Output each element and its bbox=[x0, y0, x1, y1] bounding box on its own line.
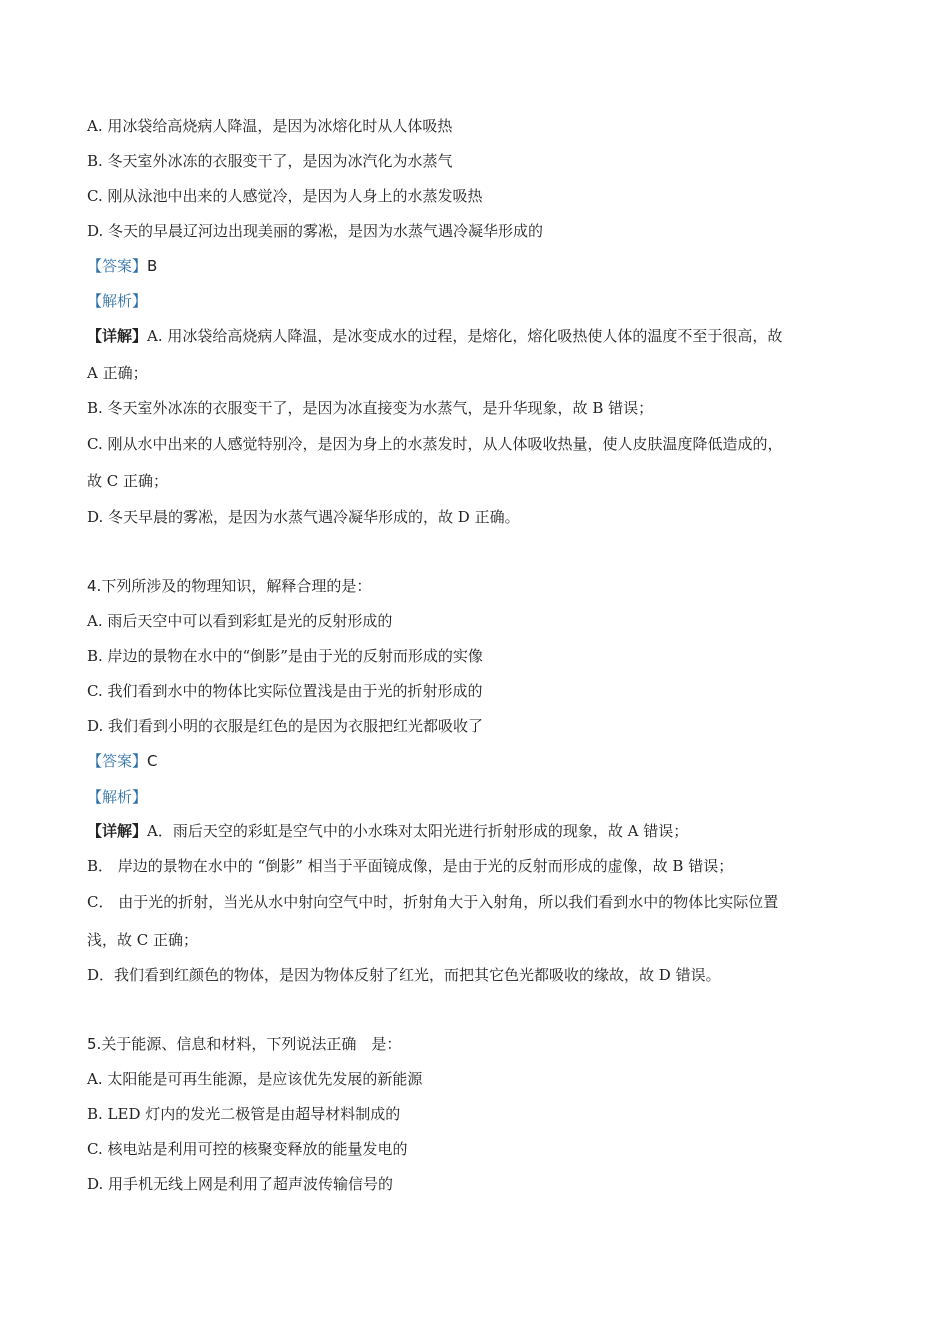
q4-detail-line-1 bbox=[87, 821, 870, 841]
answer-value: C bbox=[147, 752, 158, 770]
q4-option-d: D. 我们看到小明的衣服是红色的是因为衣服把红光都吸收了 bbox=[87, 717, 484, 735]
q4-answer-line bbox=[87, 751, 870, 771]
q3-analysis-heading bbox=[87, 291, 870, 311]
detail-text: A．雨后天空的彩虹是空气中的小水珠对太阳光进行折射形成的现象，故 A 错误； bbox=[147, 822, 689, 840]
q3-detail-line-4: C. 刚从水中出来的人感觉特别冷，是因为身上的水蒸发时，从人体吸收热量，使人皮肤温度降低造成的， bbox=[87, 435, 783, 453]
q3-detail-line-2: A 正确； bbox=[87, 364, 148, 382]
q4-option-b: B. 岸边的景物在水中的“倒影”是由于光的反射而形成的实像 bbox=[87, 647, 483, 665]
q5-option-b: B. LED 灯内的发光二极管是由超导材料制成的 bbox=[87, 1105, 401, 1123]
q3-detail-line-6: D. 冬天早晨的雾凇，是因为水蒸气遇冷凝华形成的，故 D 正确。 bbox=[87, 508, 520, 526]
q3-detail-line-1 bbox=[87, 326, 870, 346]
analysis-tag: 【解析】 bbox=[87, 788, 148, 806]
q3-option-d: D. 冬天的早晨辽河边出现美丽的雾凇，是因为水蒸气遇冷凝华形成的 bbox=[87, 222, 544, 240]
detail-text: A. 用冰袋给高烧病人降温，是冰变成水的过程，是熔化，熔化吸热使人体的温度不至于很高，故 bbox=[147, 327, 783, 345]
q3-option-b: B. 冬天室外冰冻的衣服变干了，是因为冰汽化为水蒸气 bbox=[87, 152, 453, 170]
question-number: 5. bbox=[87, 1035, 102, 1053]
q3-detail-line-3: B. 冬天室外冰冻的衣服变干了，是因为冰直接变为水蒸气，是升华现象，故 B 错误； bbox=[87, 399, 654, 417]
q4-option-c: C. 我们看到水中的物体比实际位置浅是由于光的折射形成的 bbox=[87, 682, 483, 700]
q5-option-a: A. 太阳能是可再生能源，是应该优先发展的新能源 bbox=[87, 1070, 423, 1088]
q3-option-c: C. 刚从泳池中出来的人感觉冷，是因为人身上的水蒸发吸热 bbox=[87, 187, 483, 205]
q3-detail-line-5: 故 C 正确； bbox=[87, 472, 169, 490]
q4-detail-line-4: 浅，故 C 正确； bbox=[87, 931, 199, 949]
answer-tag: 【答案】 bbox=[87, 752, 148, 770]
detail-tag: 【详解】 bbox=[87, 327, 148, 345]
answer-tag: 【答案】 bbox=[87, 257, 148, 275]
answer-value: B bbox=[147, 257, 158, 275]
q5-option-d: D. 用手机无线上网是利用了超声波传输信号的 bbox=[87, 1175, 394, 1193]
q4-detail-line-2: B． 岸边的景物在水中的 “倒影” 相当于平面镜成像，是由于光的反射而形成的虚像，故 B 错误； bbox=[87, 857, 734, 875]
q4-detail-line-3: C． 由于光的折射，当光从水中射向空气中时，折射角大于入射角，所以我们看到水中的物体比实际位置 bbox=[87, 893, 779, 911]
q5-stem bbox=[87, 1034, 870, 1054]
q4-detail-line-5: D．我们看到红颜色的物体，是因为物体反射了红光，而把其它色光都吸收的缘故，故 D 错误。 bbox=[87, 966, 721, 984]
detail-tag: 【详解】 bbox=[87, 822, 148, 840]
question-number: 4. bbox=[87, 577, 102, 595]
analysis-tag: 【解析】 bbox=[87, 292, 148, 310]
q3-option-a: A. 用冰袋给高烧病人降温，是因为冰熔化时从人体吸热 bbox=[87, 117, 453, 135]
question-text: 下列所涉及的物理知识，解释合理的是： bbox=[101, 577, 372, 595]
q4-analysis-heading bbox=[87, 787, 870, 807]
q5-option-c: C. 核电站是利用可控的核聚变释放的能量发电的 bbox=[87, 1140, 408, 1158]
q4-option-a: A. 雨后天空中可以看到彩虹是光的反射形成的 bbox=[87, 612, 393, 630]
q4-stem bbox=[87, 576, 870, 596]
q3-answer-line bbox=[87, 256, 870, 276]
question-text: 关于能源、信息和材料，下列说法正确 是： bbox=[101, 1035, 402, 1053]
